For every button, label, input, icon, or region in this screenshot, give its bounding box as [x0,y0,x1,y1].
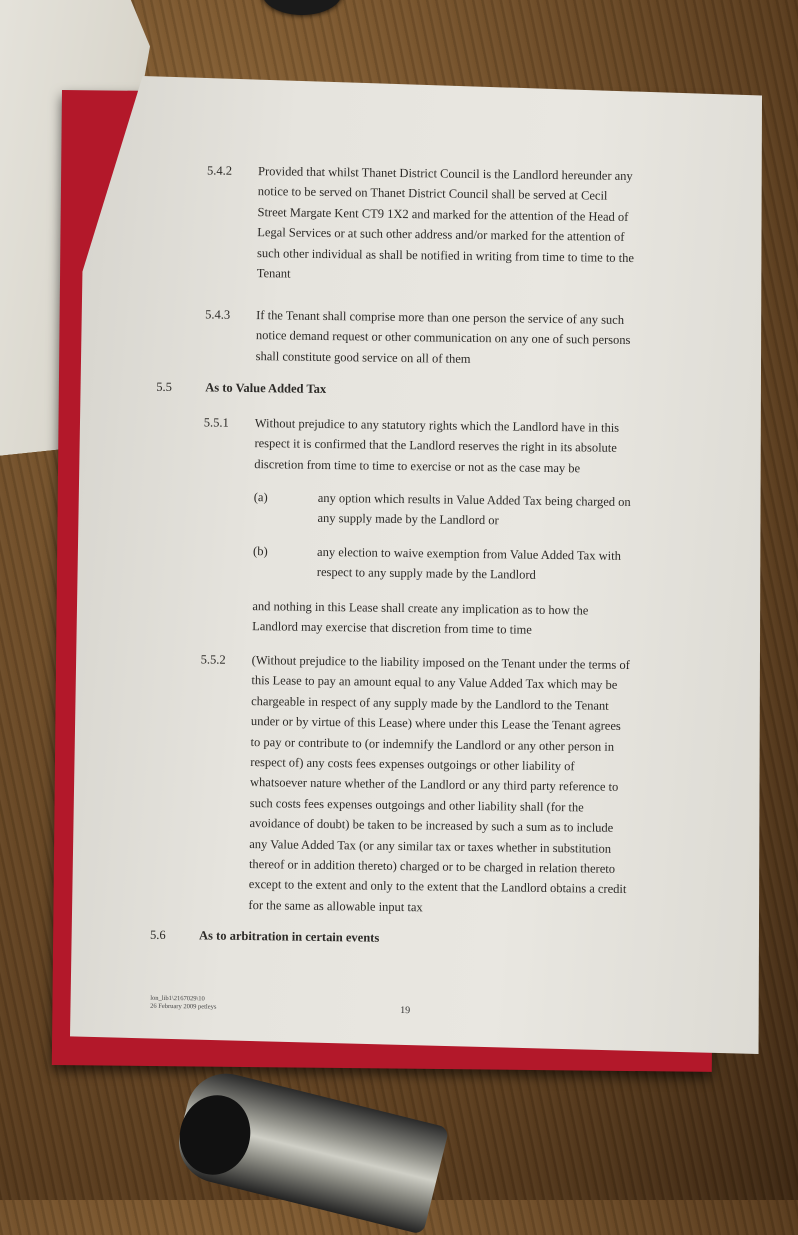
clause-5-5-1-after [252,596,674,642]
text-line: respect to any supply made by the Landlord [316,565,536,583]
text-line: any option which results in Value Added Tax being charged on [317,490,631,510]
clause-number-5-5-2: 5.5.2 [200,652,226,667]
text-line: shall constitute good service on all of them [255,348,471,366]
reference-date-line: 26 February 2009 petleys [150,1002,217,1011]
reference-line: lon_lib1\2167029\10 [150,994,205,1003]
text-line: notice to be served on Thanet District Council shall be served at Cecil [257,184,608,204]
text-line: Without prejudice to any statutory rights which the Landlord have in this [254,416,620,435]
text-line: any election to waive exemption from Value Added Tax with [317,544,621,563]
text-line: whatsoever nature whether of the Landlord or any third party reference to [249,775,619,795]
text-line: Legal Services or at such other address and/or marked for the attention of [257,225,625,245]
text-line: any supply made by the Landlord or [317,511,499,528]
text-line: If the Tenant shall comprise more than one person the service of any such [256,308,625,327]
section-number-5-5: 5.5 [156,379,172,394]
text-line: discretion from time to time to exercise or not as the case may be [254,456,581,476]
text-line: and nothing in this Lease shall create any implication as to how the [252,599,589,618]
text-line: any Value Added Tax (or any similar tax or taxes whether in substitution [249,836,612,856]
page-number: 19 [400,1005,411,1017]
text-line: such costs fees expenses outgoings and other liability shall (for the [249,795,584,815]
clause-number-5-5-1: 5.5.1 [203,415,229,430]
text-line: this Lease to pay an amount equal to any Value Added Tax which may be [251,673,618,693]
clause-number-5-4-3: 5.4.3 [205,307,231,322]
clause-number-5-4-2: 5.4.2 [206,163,233,178]
document-reference [150,995,216,1012]
text-line: thereof or in addition thereto) charged or to be charged in relation thereto [248,857,616,876]
clause-5-5-2-text [248,650,673,921]
text-line: to pay or contribute to (or indemnify the Landlord or any other person in [250,734,615,754]
text-line: respect it is confirmed that the Landlord reserves the right in its absolute [254,436,617,456]
item-label-a: (a) [253,490,268,505]
text-line: for the same as allowable input tax [248,897,423,915]
text-line: such other individual as shall be notified in writing from time to time to the [256,245,635,265]
section-heading-arbitration: As to arbitration in certain events [198,928,380,945]
text-line: notice demand request or other communication on any one of such persons [255,328,631,348]
text-line: Street Margate Kent CT9 1X2 and marked for the attention of the Head of [257,204,629,224]
text-line: chargeable in respect of any supply made by the Landlord to the Tenant [251,693,609,713]
text-line: Tenant [256,266,291,281]
section-heading-vat: As to Value Added Tax [205,380,327,397]
clause-5-5-1-text [254,413,677,480]
text-line: (Without prejudice to the liability imposed on the Tenant under the terms of [251,653,630,673]
item-b-text [317,542,676,587]
text-line: avoidance of doubt) be taken to be increased by such a sum as to include [249,816,614,836]
text-line: under or by virtue of this Lease) where under this Lease the Tenant agrees [250,714,621,734]
section-number-5-6: 5.6 [149,927,166,942]
clause-5-4-2-text [257,161,681,289]
clause-5-4-3-text [256,305,679,372]
text-line: Landlord may exercise that discretion from time to time [252,619,532,638]
item-a-text [317,488,676,533]
item-label-b: (b) [253,544,268,559]
text-line: respect of) any costs fees expenses outgoings or other liability of [250,755,575,774]
text-line: Provided that whilst Thanet District Council is the Landlord hereunder any [257,164,633,184]
text-line: except to the extent and only to the extent that the Landlord obtains a credit [248,877,627,897]
